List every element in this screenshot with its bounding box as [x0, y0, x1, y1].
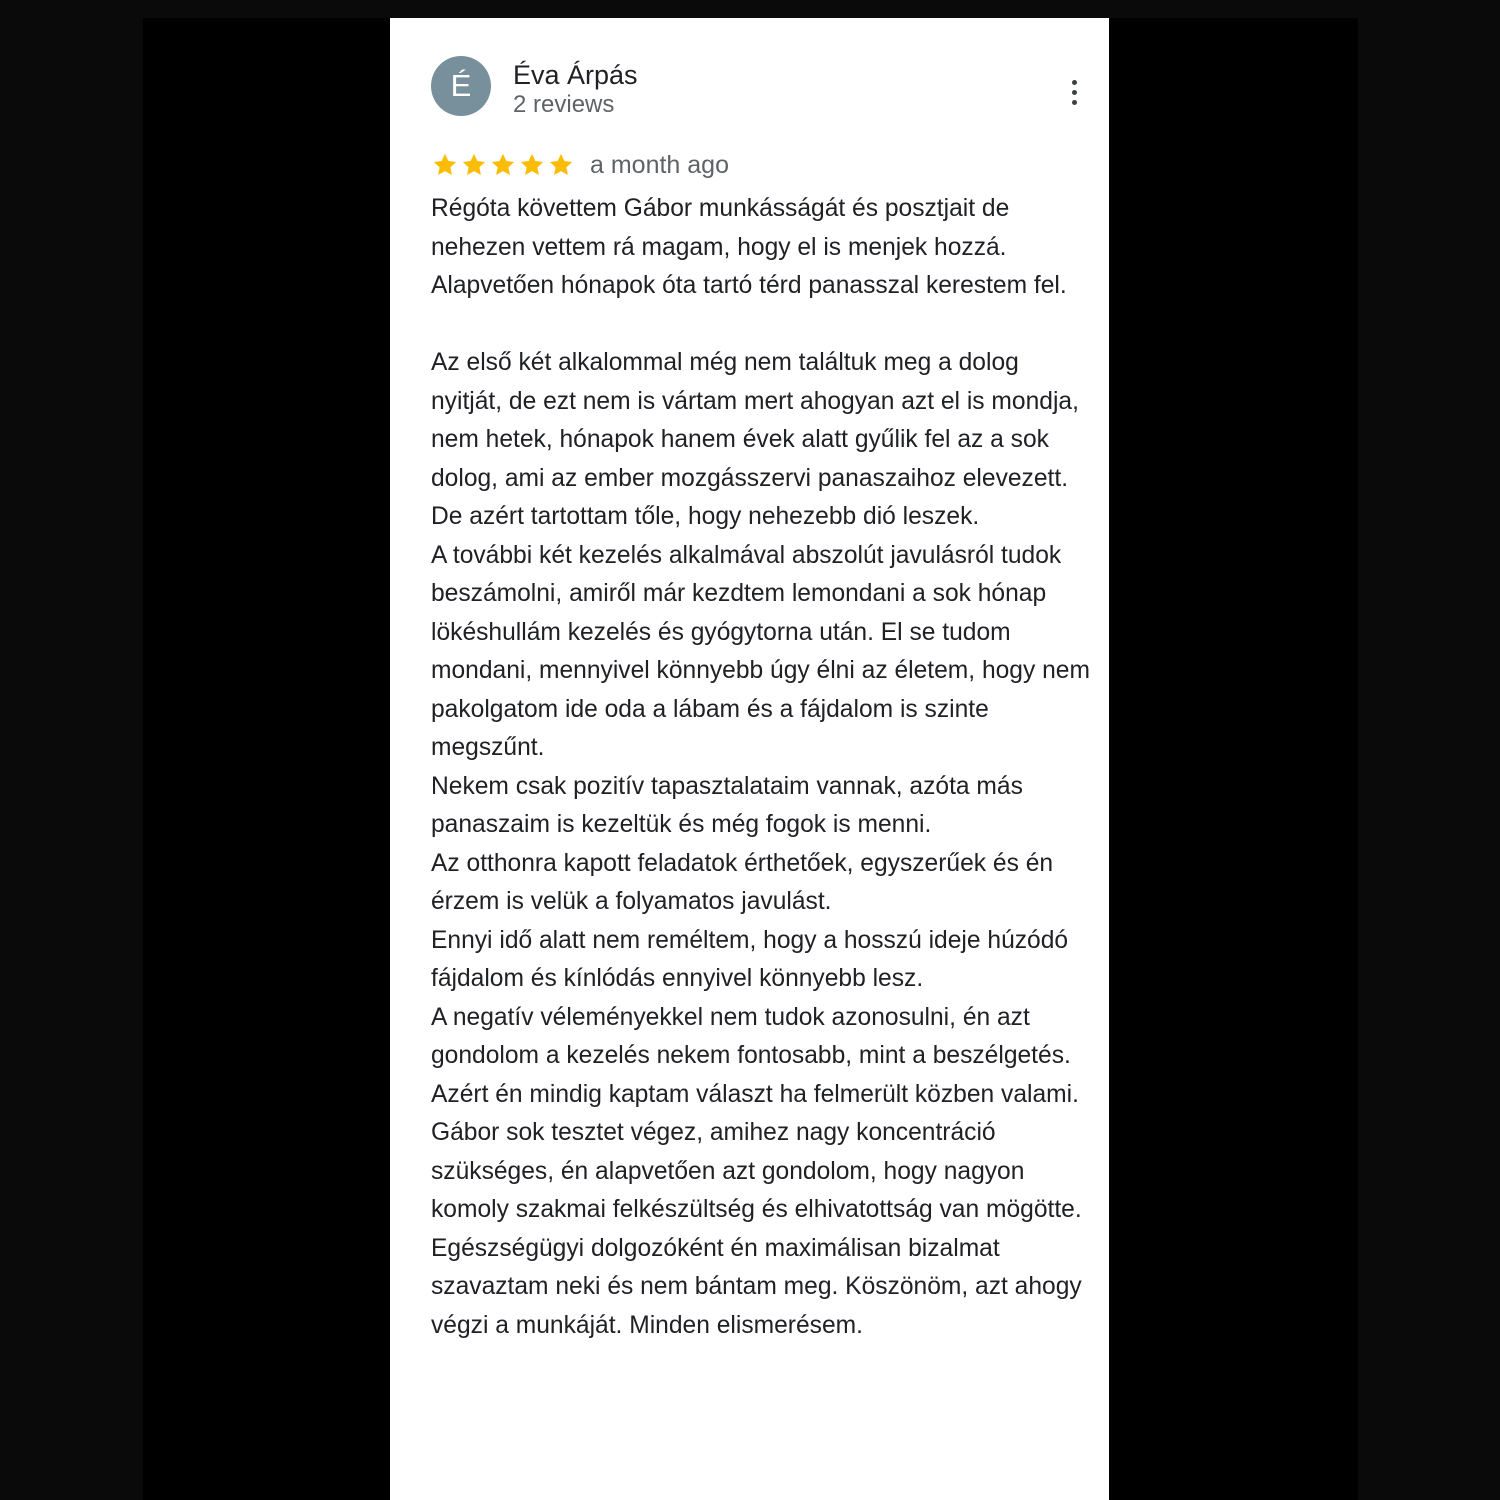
review-paragraph: Nekem csak pozitív tapasztalataim vannak, azóta más panaszaim is kezeltük és még fogok is menni.	[431, 772, 1023, 838]
star-icon	[547, 151, 575, 179]
more-options-icon	[1072, 80, 1077, 85]
author-review-count: 2 reviews	[513, 91, 615, 118]
star-rating	[431, 151, 576, 179]
review-paragraph: A negatív véleményekkel nem tudok azonosulni, én azt gondolom a kezelés nekem fontosabb, mint a beszélgetés. Azért én mindig kaptam választ ha felmerült közben valami.	[431, 1003, 1079, 1108]
review-paragraph: Az otthonra kapott feladatok érthetőek, egyszerűek és én érzem is velük a folyamatos javulást.	[431, 849, 1054, 915]
star-icon	[518, 151, 546, 179]
review-text	[431, 190, 1096, 1345]
review-date: a month ago	[590, 151, 729, 179]
review-paragraph: Gábor sok tesztet végez, amihez nagy koncentráció szükséges, én alapvetően azt gondolom, hogy nagyon komoly szakmai felkészültség és elhivatottság van mögötte.	[431, 1119, 1082, 1223]
more-options-icon-dot	[1072, 100, 1077, 105]
star-icon	[431, 151, 459, 179]
review-card	[390, 18, 1109, 1500]
review-paragraph: Egészségügyi dolgozóként én maximálisan bizalmat szavaztam neki és nem bántam meg. Köszönöm, azt ahogy végzi a munkáját. Minden elismerésem.	[431, 1234, 1082, 1339]
review-paragraph: Ennyi idő alatt nem reméltem, hogy a hosszú ideje húzódó fájdalom és kínlódás ennyivel könnyebb lesz.	[431, 926, 1069, 992]
rating-row	[431, 148, 729, 182]
review-paragraph: Az első két alkalommal még nem találtuk meg a dolog nyitját, de ezt nem is vártam mert ahogyan azt el is mondja, nem hetek, hónapok hanem évek alatt gyűlik fel az a sok dolog, ami az ember mozgásszervi panaszaihoz elevezett.	[431, 349, 1079, 492]
avatar[interactable]: É	[431, 56, 491, 116]
more-options-icon-dot	[1072, 90, 1077, 95]
star-icon	[460, 151, 488, 179]
star-icon	[489, 151, 517, 179]
review-paragraph: De azért tartottam tőle, hogy nehezebb dió leszek.	[431, 503, 980, 530]
author-name[interactable]: Éva Árpás	[513, 60, 638, 90]
review-paragraph: Régóta követtem Gábor munkásságát és posztjait de nehezen vettem rá magam, hogy el is menjek hozzá. Alapvetően hónapok óta tartó térd panasszal kerestem fel.	[431, 195, 1067, 299]
more-options-button[interactable]	[1058, 75, 1090, 109]
review-paragraph: A további két kezelés alkalmával abszolút javulásról tudok beszámolni, amiről már kezdtem lemondani a sok hónap lökéshullám kezelés és gyógytorna után. El se tudom mondani, mennyivel könnyebb úgy élni az életem, hogy nem pakolgatom ide oda a lábam és a fájdalom is szinte megszűnt.	[431, 541, 1090, 761]
